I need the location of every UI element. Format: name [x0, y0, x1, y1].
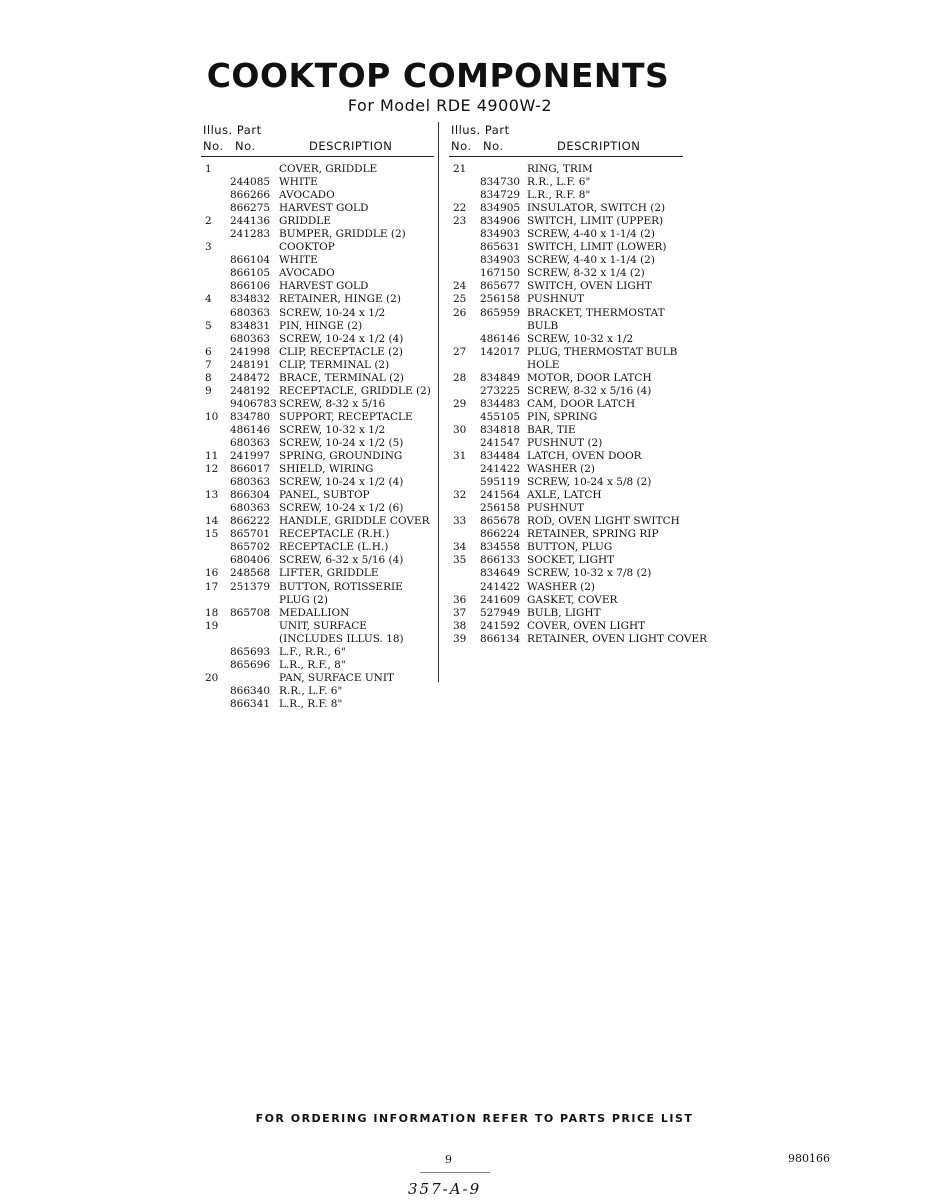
part-description: COVER, OVEN LIGHT — [527, 619, 646, 632]
part-description: BAR, TIE — [527, 423, 576, 436]
illus-number: 6 — [205, 345, 212, 358]
part-number: 865701 — [230, 528, 271, 541]
part-description: SCREW, 10-24 x 1/2 (6) — [279, 502, 404, 515]
part-description: WASHER (2) — [527, 580, 595, 593]
part-description: SCREW, 4-40 x 1-1/4 (2) — [527, 228, 655, 241]
part-number: 866105 — [230, 267, 271, 280]
part-number: 680363 — [230, 332, 271, 345]
header-illus-part: Illus. Part — [451, 123, 510, 137]
part-description: L.R., R.F. 8" — [279, 697, 343, 710]
table-row — [203, 672, 435, 685]
header-illus-no: No. — [203, 139, 224, 153]
part-number: 834484 — [480, 450, 521, 463]
header-illus-part: Illus. Part — [203, 123, 262, 137]
part-description: INSULATOR, SWITCH (2) — [527, 202, 666, 215]
illus-number: 39 — [453, 632, 467, 645]
part-description: SWITCH, LIMIT (UPPER) — [527, 215, 664, 228]
table-row — [203, 698, 435, 711]
part-number: 865677 — [480, 280, 521, 293]
table-row — [203, 215, 435, 228]
part-number: 866104 — [230, 254, 271, 267]
table-row — [451, 359, 701, 372]
illus-number: 32 — [453, 489, 467, 502]
parts-table-left — [203, 120, 435, 710]
part-description: SHIELD, WIRING — [279, 463, 374, 476]
header-rule — [449, 156, 683, 157]
table-row — [451, 163, 701, 176]
illus-number: 16 — [205, 567, 219, 580]
illus-number: 21 — [453, 163, 467, 175]
part-description: HANDLE, GRIDDLE COVER — [279, 515, 430, 528]
table-row — [203, 567, 435, 580]
part-description: BUTTON, ROTISSERIE — [279, 580, 403, 593]
part-number: 866017 — [230, 463, 271, 476]
part-description: PIN, SPRING — [527, 410, 598, 423]
table-row — [451, 176, 701, 189]
page-number: 9 — [445, 1153, 452, 1166]
part-number: 834905 — [480, 202, 521, 215]
part-description: SCREW, 10-24 x 1/2 (4) — [279, 332, 404, 345]
illus-number: 29 — [453, 397, 467, 410]
table-row — [203, 411, 435, 424]
table-row — [451, 424, 701, 437]
page-title: COOKTOP COMPONENTS — [206, 56, 670, 95]
table-row — [451, 307, 701, 320]
table-row — [451, 241, 701, 254]
table-row — [203, 437, 435, 450]
table-row — [451, 502, 701, 515]
part-description: BRACE, TERMINAL (2) — [279, 371, 405, 384]
table-row — [451, 320, 701, 333]
document-number: 980166 — [788, 1152, 830, 1165]
part-number: 241547 — [480, 436, 521, 449]
parts-table-right — [451, 120, 707, 645]
illus-number: 38 — [453, 619, 467, 632]
part-number: 244136 — [230, 215, 271, 228]
part-description: AVOCADO — [279, 189, 335, 202]
part-number: 866106 — [230, 280, 271, 293]
part-number: 834483 — [480, 397, 521, 410]
table-row — [203, 293, 435, 306]
part-number: 866304 — [230, 489, 271, 502]
part-number: 834906 — [480, 215, 521, 228]
illus-number: 20 — [205, 671, 219, 684]
part-description: L.F., R.R., 6" — [279, 645, 346, 658]
table-row — [451, 254, 701, 267]
part-description: UNIT, SURFACE — [279, 619, 367, 632]
part-description: CAM, DOOR LATCH — [527, 397, 636, 410]
part-number: 167150 — [480, 267, 521, 280]
part-number: 241564 — [480, 489, 521, 502]
table-row — [203, 189, 435, 202]
part-description: SUPPORT, RECEPTACLE — [279, 410, 413, 423]
table-row — [203, 346, 435, 359]
part-description: RETAINER, SPRING RIP — [527, 528, 659, 541]
part-number: 527949 — [480, 606, 521, 619]
part-number: 866222 — [230, 515, 271, 528]
table-row — [451, 398, 701, 411]
table-row — [203, 320, 435, 333]
header-description: DESCRIPTION — [557, 139, 641, 153]
illus-number: 7 — [205, 358, 212, 371]
illus-number: 8 — [205, 371, 212, 384]
part-description: BRACKET, THERMOSTAT — [527, 306, 665, 319]
part-number: 486146 — [480, 332, 521, 345]
part-number: 866341 — [230, 697, 271, 710]
table-row — [203, 607, 435, 620]
part-number: 866133 — [480, 554, 521, 567]
part-number: 834832 — [230, 293, 271, 306]
table-row — [203, 528, 435, 541]
part-description: HOLE — [527, 358, 560, 371]
table-row — [451, 528, 701, 541]
table-row — [203, 685, 435, 698]
illus-number: 22 — [453, 202, 467, 215]
part-number: 486146 — [230, 423, 271, 436]
table-row — [203, 202, 435, 215]
part-number: 241592 — [480, 619, 521, 632]
part-number: 866340 — [230, 684, 271, 697]
illus-number: 23 — [453, 215, 467, 228]
illus-number: 31 — [453, 450, 467, 463]
table-row — [451, 346, 701, 359]
part-number: 865959 — [480, 306, 521, 319]
part-description: COOKTOP — [279, 241, 335, 254]
part-number: 865696 — [230, 658, 271, 671]
table-row — [451, 267, 701, 280]
part-description: SCREW, 10-24 x 1/2 (4) — [279, 476, 404, 489]
part-description: RECEPTACLE (L.H.) — [279, 541, 389, 554]
handwritten-underline — [420, 1172, 490, 1173]
part-description: PANEL, SUBTOP — [279, 489, 370, 502]
table-row — [203, 541, 435, 554]
table-row — [203, 241, 435, 254]
part-description: HARVEST GOLD — [279, 202, 369, 215]
part-number: 834780 — [230, 410, 271, 423]
column-divider — [438, 122, 439, 682]
illus-number: 17 — [205, 580, 219, 593]
part-description: RECEPTACLE, GRIDDLE (2) — [279, 384, 431, 397]
part-description: SCREW, 10-32 x 7/8 (2) — [527, 567, 652, 580]
part-number: 866275 — [230, 202, 271, 215]
table-row — [203, 333, 435, 346]
table-row — [451, 411, 701, 424]
part-description: R.R., L.F. 6" — [527, 176, 591, 189]
table-row — [451, 437, 701, 450]
illus-number: 15 — [205, 528, 219, 541]
illus-number: 33 — [453, 515, 467, 528]
illus-number: 36 — [453, 593, 467, 606]
part-number: 865631 — [480, 241, 521, 254]
part-description: PAN, SURFACE UNIT — [279, 671, 395, 684]
rows-left — [203, 163, 435, 711]
part-number: 680363 — [230, 436, 271, 449]
part-number: 248568 — [230, 567, 271, 580]
part-description: SCREW, 10-24 x 5/8 (2) — [527, 476, 652, 489]
part-description: SPRING, GROUNDING — [279, 450, 403, 463]
part-number: 251379 — [230, 580, 271, 593]
table-row — [203, 424, 435, 437]
table-row — [451, 581, 701, 594]
part-number: 241422 — [480, 580, 521, 593]
table-row — [451, 280, 701, 293]
part-description: R.R., L.F. 6" — [279, 684, 343, 697]
table-row — [203, 254, 435, 267]
part-description: SWITCH, LIMIT (LOWER) — [527, 241, 667, 254]
illus-number: 5 — [205, 319, 212, 332]
table-row — [203, 659, 435, 672]
table-row — [203, 372, 435, 385]
part-description: ROD, OVEN LIGHT SWITCH — [527, 515, 680, 528]
table-row — [451, 515, 701, 528]
table-row — [451, 450, 701, 463]
illus-number: 12 — [205, 463, 219, 476]
illus-number: 19 — [205, 619, 219, 632]
part-description: RETAINER, HINGE (2) — [279, 293, 401, 306]
table-row — [451, 554, 701, 567]
part-description: SWITCH, OVEN LIGHT — [527, 280, 652, 293]
part-description: MOTOR, DOOR LATCH — [527, 371, 652, 384]
table-row — [203, 267, 435, 280]
illus-number: 25 — [453, 293, 467, 306]
table-row — [451, 385, 701, 398]
header-description: DESCRIPTION — [309, 139, 393, 153]
part-description: RING, TRIM — [527, 163, 593, 175]
part-number: 865678 — [480, 515, 521, 528]
part-number: 834849 — [480, 371, 521, 384]
illus-number: 2 — [205, 215, 212, 228]
table-row — [451, 228, 701, 241]
part-description: SCREW, 8-32 x 1/4 (2) — [527, 267, 645, 280]
illus-number: 3 — [205, 241, 212, 254]
illus-number: 18 — [205, 606, 219, 619]
header-illus-no: No. — [451, 139, 472, 153]
ordering-footer: FOR ORDERING INFORMATION REFER TO PARTS PRICE LIST — [255, 1112, 694, 1125]
table-row — [203, 476, 435, 489]
part-description: SCREW, 10-32 x 1/2 — [527, 332, 634, 345]
table-row — [451, 489, 701, 502]
part-number: 865708 — [230, 606, 271, 619]
part-number: 834831 — [230, 319, 271, 332]
table-row — [203, 594, 435, 607]
part-number: 834903 — [480, 254, 521, 267]
part-number: 273225 — [480, 384, 521, 397]
part-number: 142017 — [480, 345, 521, 358]
table-row — [203, 489, 435, 502]
illus-number: 30 — [453, 423, 467, 436]
table-row — [451, 541, 701, 554]
part-number: 834903 — [480, 228, 521, 241]
illus-number: 13 — [205, 489, 219, 502]
part-description: SCREW, 10-24 x 1/2 — [279, 306, 386, 319]
table-row — [451, 620, 701, 633]
table-row — [451, 607, 701, 620]
part-number: 866134 — [480, 632, 521, 645]
part-description: HARVEST GOLD — [279, 280, 369, 293]
table-row — [203, 385, 435, 398]
illus-number: 27 — [453, 345, 467, 358]
part-number: 866266 — [230, 189, 271, 202]
part-number: 834730 — [480, 176, 521, 189]
part-description: SCREW, 6-32 x 5/16 (4) — [279, 554, 404, 567]
table-row — [451, 333, 701, 346]
handwritten-note: 357-A-9 — [408, 1180, 482, 1198]
model-subtitle: For Model RDE 4900W-2 — [347, 96, 553, 115]
table-row — [451, 463, 701, 476]
part-number: 680363 — [230, 306, 271, 319]
table-row — [203, 176, 435, 189]
part-description: SCREW, 8-32 x 5/16 — [279, 397, 386, 410]
part-number: 241422 — [480, 463, 521, 476]
part-number: 834649 — [480, 567, 521, 580]
part-number: 256158 — [480, 502, 521, 515]
table-row — [203, 307, 435, 320]
illus-number: 1 — [205, 163, 212, 175]
part-number: 680363 — [230, 476, 271, 489]
part-description: L.R., R.F., 8" — [279, 658, 346, 671]
table-header — [203, 120, 435, 156]
part-description: RECEPTACLE (R.H.) — [279, 528, 390, 541]
part-number: 241283 — [230, 228, 271, 241]
part-description: PIN, HINGE (2) — [279, 319, 363, 332]
part-description: AXLE, LATCH — [527, 489, 602, 502]
table-row — [451, 372, 701, 385]
illus-number: 9 — [205, 384, 212, 397]
part-description: RETAINER, OVEN LIGHT COVER — [527, 632, 707, 645]
part-number: 241609 — [480, 593, 521, 606]
table-row — [203, 398, 435, 411]
table-row — [203, 463, 435, 476]
header-part-no: No. — [235, 139, 256, 153]
part-description: PUSHNUT — [527, 502, 585, 515]
part-description: (INCLUDES ILLUS. 18) — [279, 632, 404, 645]
part-number: 680406 — [230, 554, 271, 567]
part-number: 595119 — [480, 476, 521, 489]
table-row — [451, 632, 707, 646]
table-row — [203, 280, 435, 293]
part-description: BULB, LIGHT — [527, 606, 601, 619]
part-number: 680363 — [230, 502, 271, 515]
part-description: COVER, GRIDDLE — [279, 163, 378, 175]
table-row — [203, 228, 435, 241]
table-row — [203, 163, 435, 176]
part-description: WASHER (2) — [527, 463, 595, 476]
part-number: 865693 — [230, 645, 271, 658]
illus-number: 34 — [453, 541, 467, 554]
illus-number: 14 — [205, 515, 219, 528]
part-number: 866224 — [480, 528, 521, 541]
table-row — [451, 293, 701, 306]
table-row — [203, 554, 435, 567]
part-number: 248472 — [230, 371, 271, 384]
part-description: SCREW, 10-24 x 1/2 (5) — [279, 436, 404, 449]
table-row — [203, 450, 435, 463]
part-number: 834558 — [480, 541, 521, 554]
header-rule — [201, 156, 434, 157]
table-row — [203, 581, 435, 594]
part-number: 248191 — [230, 358, 271, 371]
illus-number: 37 — [453, 606, 467, 619]
illus-number: 24 — [453, 280, 467, 293]
table-row — [451, 476, 701, 489]
table-row — [203, 515, 435, 528]
part-number: 248192 — [230, 384, 271, 397]
part-description: SCREW, 4-40 x 1-1/4 (2) — [527, 254, 655, 267]
part-description: WHITE — [279, 176, 318, 189]
part-description: MEDALLION — [279, 606, 350, 619]
table-row — [203, 502, 435, 515]
table-header — [451, 120, 701, 156]
part-description: PLUG, THERMOSTAT BULB — [527, 345, 678, 358]
part-description: BUTTON, PLUG — [527, 541, 613, 554]
part-description: SCREW, 10-32 x 1/2 — [279, 423, 386, 436]
part-number: 256158 — [480, 293, 521, 306]
part-description: CLIP, RECEPTACLE (2) — [279, 345, 403, 358]
illus-number: 4 — [205, 293, 212, 306]
part-number: 9406783 — [230, 397, 277, 410]
part-description: AVOCADO — [279, 267, 335, 280]
table-row — [451, 567, 701, 580]
part-description: GASKET, COVER — [527, 593, 618, 606]
illus-number: 11 — [205, 450, 219, 463]
part-number: 244085 — [230, 176, 271, 189]
part-number: 241997 — [230, 450, 271, 463]
illus-number: 35 — [453, 554, 467, 567]
table-row — [203, 633, 435, 646]
rows-right — [451, 163, 707, 646]
part-description: BULB — [527, 319, 559, 332]
part-number: 455105 — [480, 410, 521, 423]
illus-number: 28 — [453, 371, 467, 384]
part-description: PUSHNUT — [527, 293, 585, 306]
part-description: BUMPER, GRIDDLE (2) — [279, 228, 406, 241]
part-description: L.R., R.F. 8" — [527, 189, 591, 202]
part-number: 865702 — [230, 541, 271, 554]
part-description: PLUG (2) — [279, 593, 328, 606]
table-row — [451, 215, 701, 228]
header-part-no: No. — [483, 139, 504, 153]
part-description: SCREW, 8-32 x 5/16 (4) — [527, 384, 652, 397]
part-description: SOCKET, LIGHT — [527, 554, 615, 567]
part-description: LIFTER, GRIDDLE — [279, 567, 379, 580]
table-row — [451, 594, 701, 607]
part-description: GRIDDLE — [279, 215, 331, 228]
part-description: PUSHNUT (2) — [527, 436, 603, 449]
table-row — [451, 202, 701, 215]
part-description: LATCH, OVEN DOOR — [527, 450, 642, 463]
illus-number: 26 — [453, 306, 467, 319]
table-row — [203, 359, 435, 372]
illus-number: 10 — [205, 410, 219, 423]
part-description: WHITE — [279, 254, 318, 267]
part-description: CLIP, TERMINAL (2) — [279, 358, 390, 371]
table-row — [203, 620, 435, 633]
table-row — [451, 189, 701, 202]
table-row — [203, 646, 435, 659]
part-number: 834729 — [480, 189, 521, 202]
part-number: 241998 — [230, 345, 271, 358]
part-number: 834818 — [480, 423, 521, 436]
